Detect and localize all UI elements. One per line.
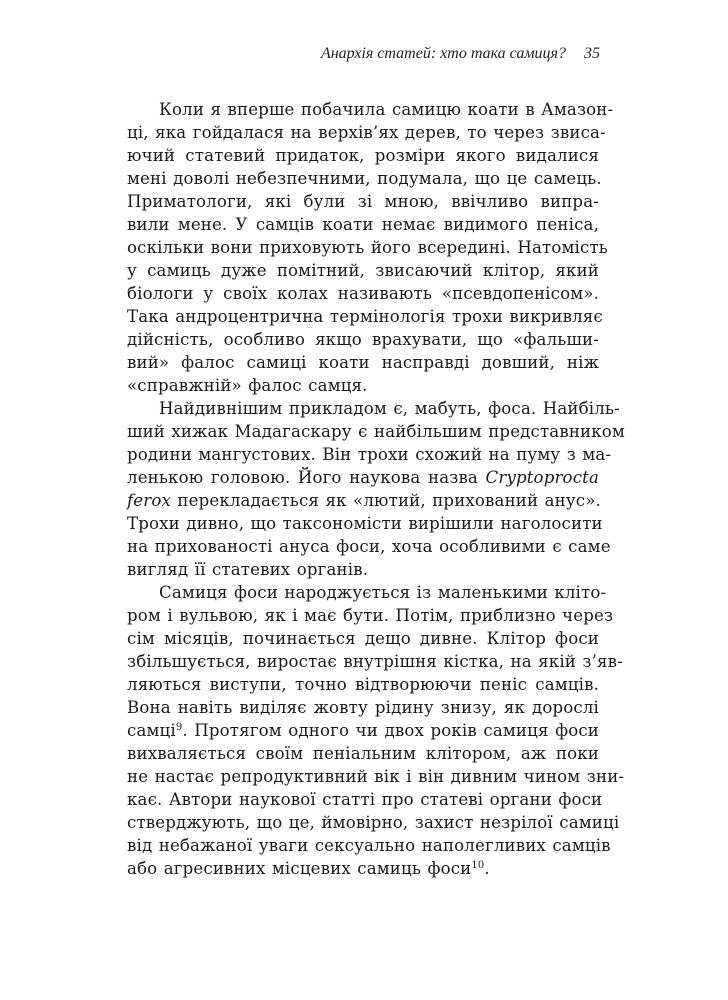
line-text: біологи у своїх колах називають «псевдопенісом». — [127, 284, 599, 303]
line-text: кає. Автори наукової статті про статеві органи фоси — [127, 790, 603, 809]
line-text: ляються виступи, точно відтворюючи пеніс самців. — [127, 675, 599, 694]
line-text: . — [484, 859, 490, 878]
text-line — [127, 765, 625, 788]
footnote-ref: 10 — [471, 860, 485, 871]
text-line — [127, 190, 599, 213]
line-text: Самиця фоси народжується із маленькими кліто- — [159, 583, 607, 602]
text-line — [127, 282, 599, 305]
page-number: 35 — [584, 45, 600, 62]
text-line — [127, 167, 602, 190]
text-line — [127, 673, 599, 696]
line-text: . Протягом одного чи двох років самиця фоси — [182, 721, 599, 740]
text-line — [127, 535, 611, 558]
text-line — [127, 374, 599, 397]
line-text: ючий статевий придаток, розміри якого видалися — [127, 146, 599, 165]
footnote-ref: 9 — [175, 722, 183, 733]
line-text: ший хижак Мадагаскару є найбільшим представником — [127, 422, 625, 441]
text-line — [127, 696, 599, 719]
line-text: «справжній» фалос самця. — [127, 376, 368, 395]
line-text: вихваляється своїм пеніальним клітором, аж поки — [127, 744, 599, 763]
line-text: самці — [127, 721, 176, 740]
text-line — [127, 121, 606, 144]
italic-term: Cryptoprocta — [485, 468, 599, 487]
text-line — [127, 742, 599, 765]
text-line — [127, 420, 625, 443]
text-line — [127, 489, 599, 512]
line-text: вили мене. У самців коати немає видимого пеніса, — [127, 215, 599, 234]
text-line — [127, 351, 599, 374]
text-line — [127, 719, 599, 742]
line-text: родини мангустових. Він трохи схожий на пуму з ма- — [127, 445, 612, 464]
text-line — [127, 558, 599, 581]
line-text: не настає репродуктивний вік і він дивним чином зни- — [127, 767, 625, 786]
text-line — [127, 627, 599, 650]
line-text: Вона навіть виділяє жовту рідину знизу, як дорослі — [127, 698, 599, 717]
running-header — [321, 45, 600, 63]
line-text: Така андроцентрична термінологія трохи викривляє — [127, 307, 603, 326]
text-line — [127, 604, 614, 627]
text-line — [127, 259, 599, 282]
line-text: ром і вульвою, як і має бути. Потім, приблизно через — [127, 606, 614, 625]
text-line — [127, 236, 608, 259]
text-line — [127, 811, 620, 834]
line-text: ці, яка гойдалася на верхів’ях дерев, то через звиса- — [127, 123, 606, 142]
text-line — [127, 144, 599, 167]
body-text — [127, 98, 625, 880]
line-text: Коли я вперше побачила самицю коати в Амазон- — [159, 100, 614, 119]
line-text: Трохи дивно, що таксономісти вирішили наголосити — [127, 514, 603, 533]
text-line — [127, 213, 599, 236]
line-text: Приматологи, які були зі мною, ввічливо випра- — [127, 192, 599, 211]
italic-term: ferox — [127, 491, 171, 510]
line-text: перекладається як «лютий, прихований анус». — [171, 491, 601, 510]
line-text: мені доволі небезпечними, подумала, що це самець. — [127, 169, 602, 188]
line-text: вигляд її статевих органів. — [127, 560, 369, 579]
text-line — [127, 512, 603, 535]
text-line — [127, 857, 599, 880]
line-text: на прихованості ануса фоси, хоча особливими є саме — [127, 537, 611, 556]
line-text: у самиць дуже помітний, звисаючий клітор, який — [127, 261, 599, 280]
text-line — [127, 581, 607, 604]
text-line — [127, 443, 612, 466]
text-line — [127, 466, 599, 489]
line-text: дійсність, особливо якщо врахувати, що «фальши- — [127, 330, 599, 349]
line-text: оскільки вони приховують його всередині. Натомість — [127, 238, 608, 257]
text-line — [127, 834, 611, 857]
line-text: стверджують, що це, ймовірно, захист незрілої самиці — [127, 813, 620, 832]
line-text: від небажаної уваги сексуально наполегливих самців — [127, 836, 611, 855]
line-text: ленькою головою. Його наукова назва — [127, 468, 486, 487]
line-text: або агресивних місцевих самиць фоси — [127, 859, 472, 878]
line-text: збільшується, виростає внутрішня кістка, на якій з’яв- — [127, 652, 623, 671]
line-text: сім місяців, починається дещо дивне. Клітор фоси — [127, 629, 599, 648]
text-line — [127, 305, 603, 328]
running-title: Анархія статей: хто така самиця? — [320, 45, 566, 62]
line-text: вий» фалос самиці коати насправді довший, ніж — [127, 353, 599, 372]
line-text: Найдивнішим прикладом є, мабуть, фоса. Найбіль- — [159, 399, 620, 418]
text-line — [127, 788, 603, 811]
text-line — [127, 98, 614, 121]
text-line — [127, 328, 599, 351]
text-line — [127, 650, 623, 673]
text-line — [127, 397, 620, 420]
